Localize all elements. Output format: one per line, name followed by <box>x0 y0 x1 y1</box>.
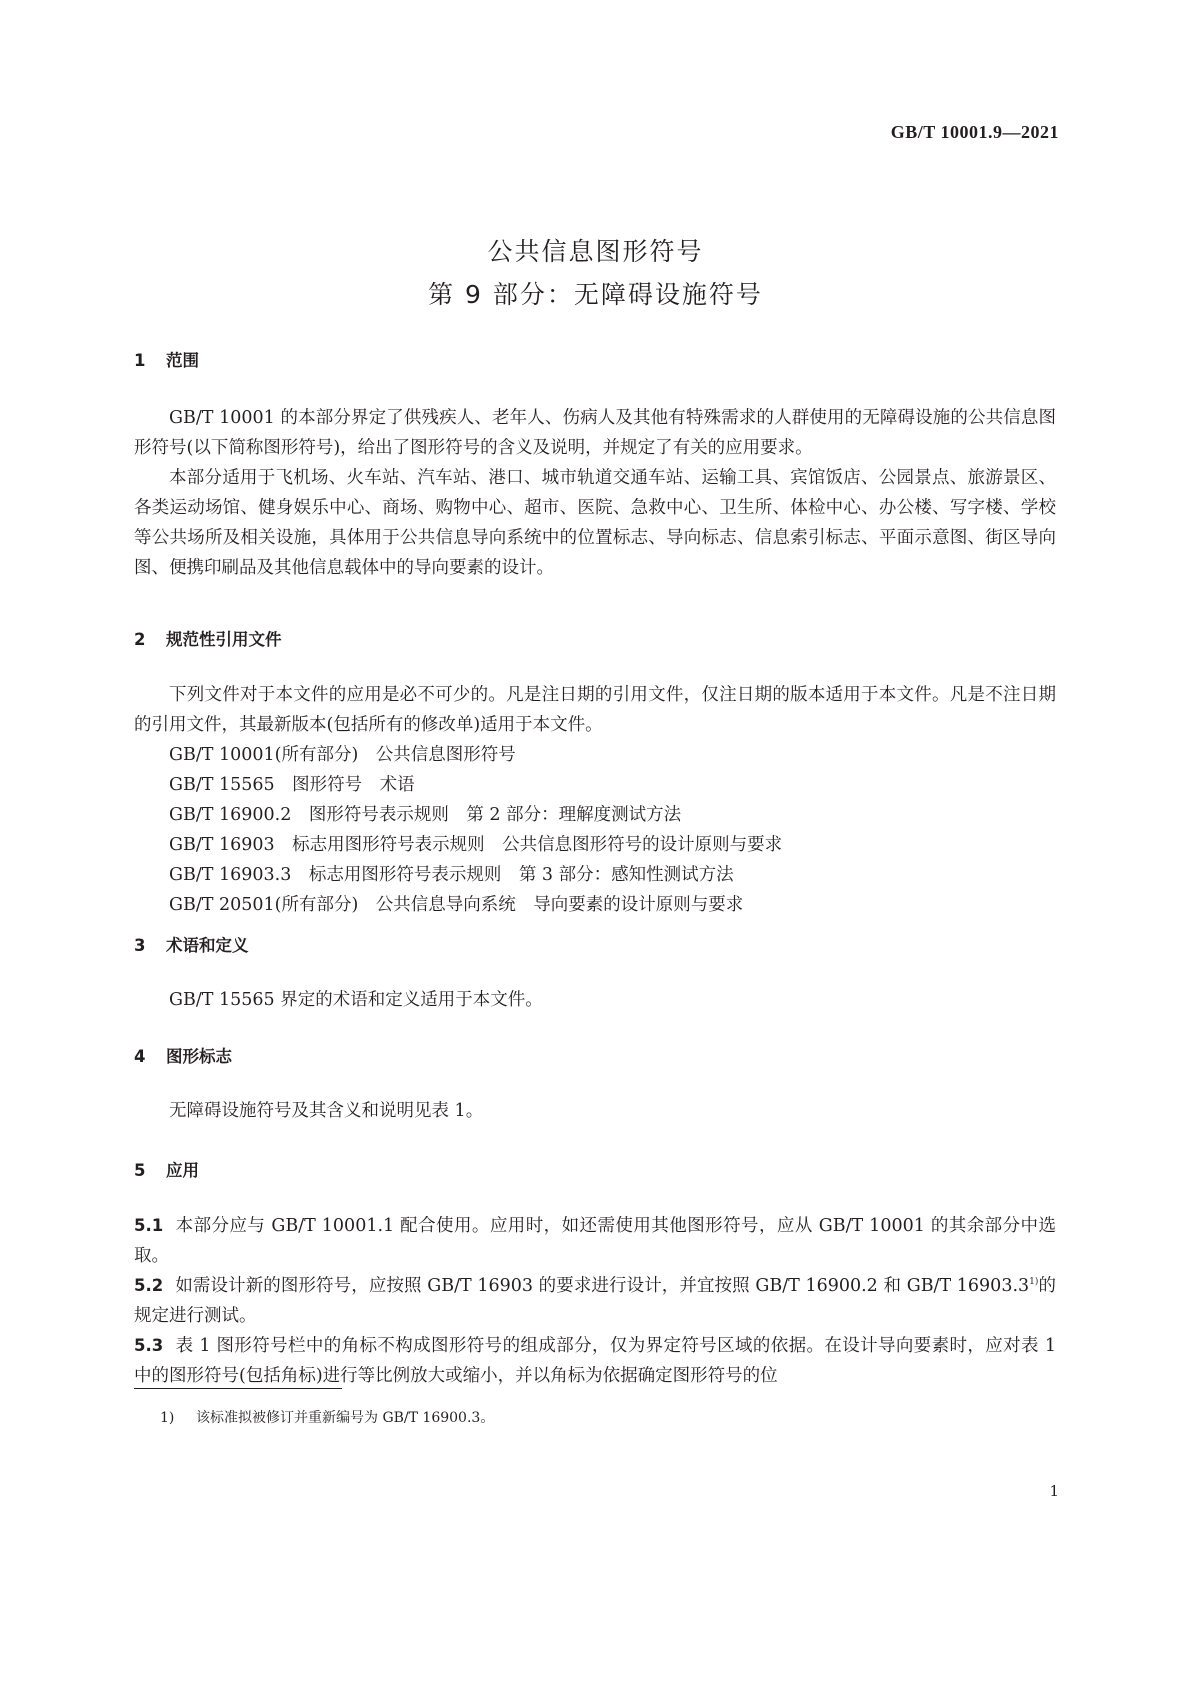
section-1-heading <box>134 347 199 371</box>
reference-item: GB/T 15565 图形符号 术语 <box>169 775 415 795</box>
section-title: 术语和定义 <box>166 936 249 955</box>
section-number: 3 <box>134 936 146 955</box>
footnote <box>160 1407 494 1427</box>
document-title-line1: 公共信息图形符号 <box>487 237 704 266</box>
section-title: 规范性引用文件 <box>166 630 282 649</box>
footnote-number: 1) <box>160 1410 175 1426</box>
section-number: 1 <box>134 351 146 370</box>
footnote-marker[interactable]: 1) <box>1029 1277 1039 1288</box>
paragraph: 无障碍设施符号及其含义和说明见表 1。 <box>169 1101 484 1121</box>
footnote-divider <box>134 1388 342 1389</box>
section-5-heading <box>134 1157 199 1181</box>
standard-code: GB/T 10001.9—2021 <box>890 122 1059 142</box>
reference-item: GB/T 16903 标志用图形符号表示规则 公共信息图形符号的设计原则与要求 <box>169 835 783 855</box>
paragraph: GB/T 10001 的本部分界定了供残疾人、老年人、伤病人及其他有特殊需求的人群使用的无障碍设施的公共信息图形符号(以下简称图形符号)，给出了图形符号的含义及说明，并规定了有关的应用要求。 <box>134 408 1056 458</box>
clause-number: 5.2 <box>134 1276 164 1295</box>
reference-item: GB/T 16900.2 图形符号表示规则 第 2 部分：理解度测试方法 <box>169 805 682 825</box>
section-4-heading <box>134 1043 232 1067</box>
section-number: 2 <box>134 630 146 649</box>
reference-item: GB/T 20501(所有部分) 公共信息导向系统 导向要素的设计原则与要求 <box>169 895 744 915</box>
clause-text: 表 1 图形符号栏中的角标不构成图形符号的组成部分，仅为界定符号区域的依据。在设计导向要素时，应对表 1 中的图形符号(包括角标)进行等比例放大或缩小，并以角标为依据确定图形符号的位 <box>134 1336 1056 1386</box>
section-2-heading <box>134 626 282 650</box>
section-5-body <box>134 1211 1056 1391</box>
footnote-text: 该标准拟被修订并重新编号为 GB/T 16900.3。 <box>196 1410 495 1426</box>
section-number: 5 <box>134 1161 146 1180</box>
section-3-heading <box>134 932 249 956</box>
clause-text: 如需设计新的图形符号，应按照 GB/T 16903 的要求进行设计，并宜按照 GB/T 16900.2 和 GB/T 16903.3 <box>175 1276 1030 1296</box>
section-title: 范围 <box>166 351 199 370</box>
section-4-body <box>134 1096 1056 1126</box>
page-number: 1 <box>1049 1482 1059 1500</box>
section-3-body <box>134 985 1056 1015</box>
section-1-body <box>134 403 1056 583</box>
section-number: 4 <box>134 1047 146 1066</box>
clause-5-1 <box>134 1211 1056 1271</box>
clause-number: 5.3 <box>134 1336 164 1355</box>
normative-reference-list <box>134 740 1056 920</box>
document-title-line2: 第 9 部分：无障碍设施符号 <box>428 280 763 309</box>
clause-text: 本部分应与 GB/T 10001.1 配合使用。应用时，如还需使用其他图形符号，应从 GB/T 10001 的其余部分中选取。 <box>134 1216 1056 1266</box>
paragraph: 下列文件对于本文件的应用是必不可少的。凡是注日期的引用文件，仅注日期的版本适用于本文件。凡是不注日期的引用文件，其最新版本(包括所有的修改单)适用于本文件。 <box>134 685 1056 735</box>
clause-5-3 <box>134 1331 1056 1391</box>
clause-text-continued: 的规定进行测试。 <box>134 1276 1056 1326</box>
reference-item: GB/T 16903.3 标志用图形符号表示规则 第 3 部分：感知性测试方法 <box>169 865 734 885</box>
reference-item: GB/T 10001(所有部分) 公共信息图形符号 <box>169 745 516 765</box>
paragraph: GB/T 15565 界定的术语和定义适用于本文件。 <box>169 990 543 1010</box>
section-2-body <box>134 680 1056 920</box>
clause-5-2 <box>134 1271 1056 1331</box>
section-title: 图形标志 <box>166 1047 232 1066</box>
paragraph: 本部分适用于飞机场、火车站、汽车站、港口、城市轨道交通车站、运输工具、宾馆饭店、公园景点、旅游景区、各类运动场馆、健身娱乐中心、商场、购物中心、超市、医院、急救中心、卫生所、体检中心、办公楼、写字楼、学校等公共场所及相关设施，具体用于公共信息导向系统中的位置标志、导向标志、信息索引标志、平面示意图、街区导向图、便携印刷品及其他信息载体中的导向要素的设计。 <box>134 468 1056 578</box>
section-title: 应用 <box>166 1161 199 1180</box>
clause-number: 5.1 <box>134 1216 164 1235</box>
